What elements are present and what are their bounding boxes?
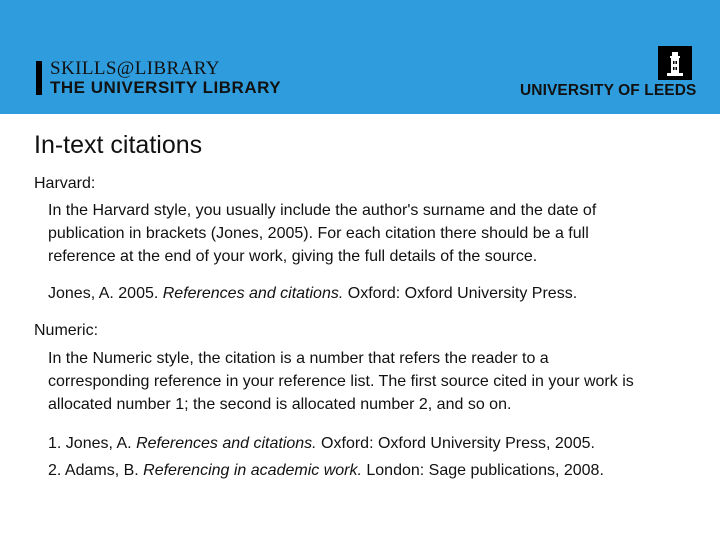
reference-publisher: Oxford: Oxford University Press.: [343, 285, 578, 302]
page-title: In-text citations: [34, 131, 203, 159]
reference-author: Jones, A. 2005.: [48, 285, 163, 302]
harvard-description: [48, 199, 713, 268]
numeric-label: Numeric:: [34, 322, 99, 339]
harvard-line: reference at the end of your work, giving the full details of the source.: [48, 248, 538, 265]
skills-logo-bar: [36, 61, 42, 95]
numeric-line: In the Numeric style, the citation is a number that refers the reader to a: [48, 350, 549, 367]
header-banner: [0, 0, 720, 114]
numeric-description: [48, 347, 713, 416]
library-logo-text: THE UNIVERSITY LIBRARY: [50, 78, 282, 97]
reference-publisher: London: Sage publications, 2008.: [361, 462, 604, 479]
reference-title: References and citations.: [162, 285, 344, 302]
numeric-line: allocated number 1; the second is allocated number 2, and so on.: [48, 396, 512, 413]
reference-title: Referencing in academic work.: [143, 462, 362, 479]
numeric-reference-2: [48, 462, 604, 480]
harvard-label: Harvard:: [34, 175, 96, 192]
reference-publisher: Oxford: Oxford University Press, 2005.: [316, 435, 595, 452]
numeric-line: corresponding reference in your reference list. The first source cited in your work is: [48, 373, 634, 390]
harvard-line: publication in brackets (Jones, 2005). For each citation there should be a full: [48, 225, 589, 242]
reference-author: 1. Jones, A.: [48, 435, 137, 452]
tower-crest-icon: [658, 46, 692, 80]
numeric-reference-1: [48, 435, 595, 453]
reference-title: References and citations.: [136, 435, 317, 452]
reference-author: 2. Adams, B.: [48, 462, 144, 479]
harvard-reference-example: [48, 285, 577, 303]
university-logo-text: UNIVERSITY OF LEEDS: [520, 82, 697, 99]
skills-logo-text: SKILLS@LIBRARY: [50, 58, 220, 79]
harvard-line: In the Harvard style, you usually include the author's surname and the date of: [48, 202, 597, 219]
